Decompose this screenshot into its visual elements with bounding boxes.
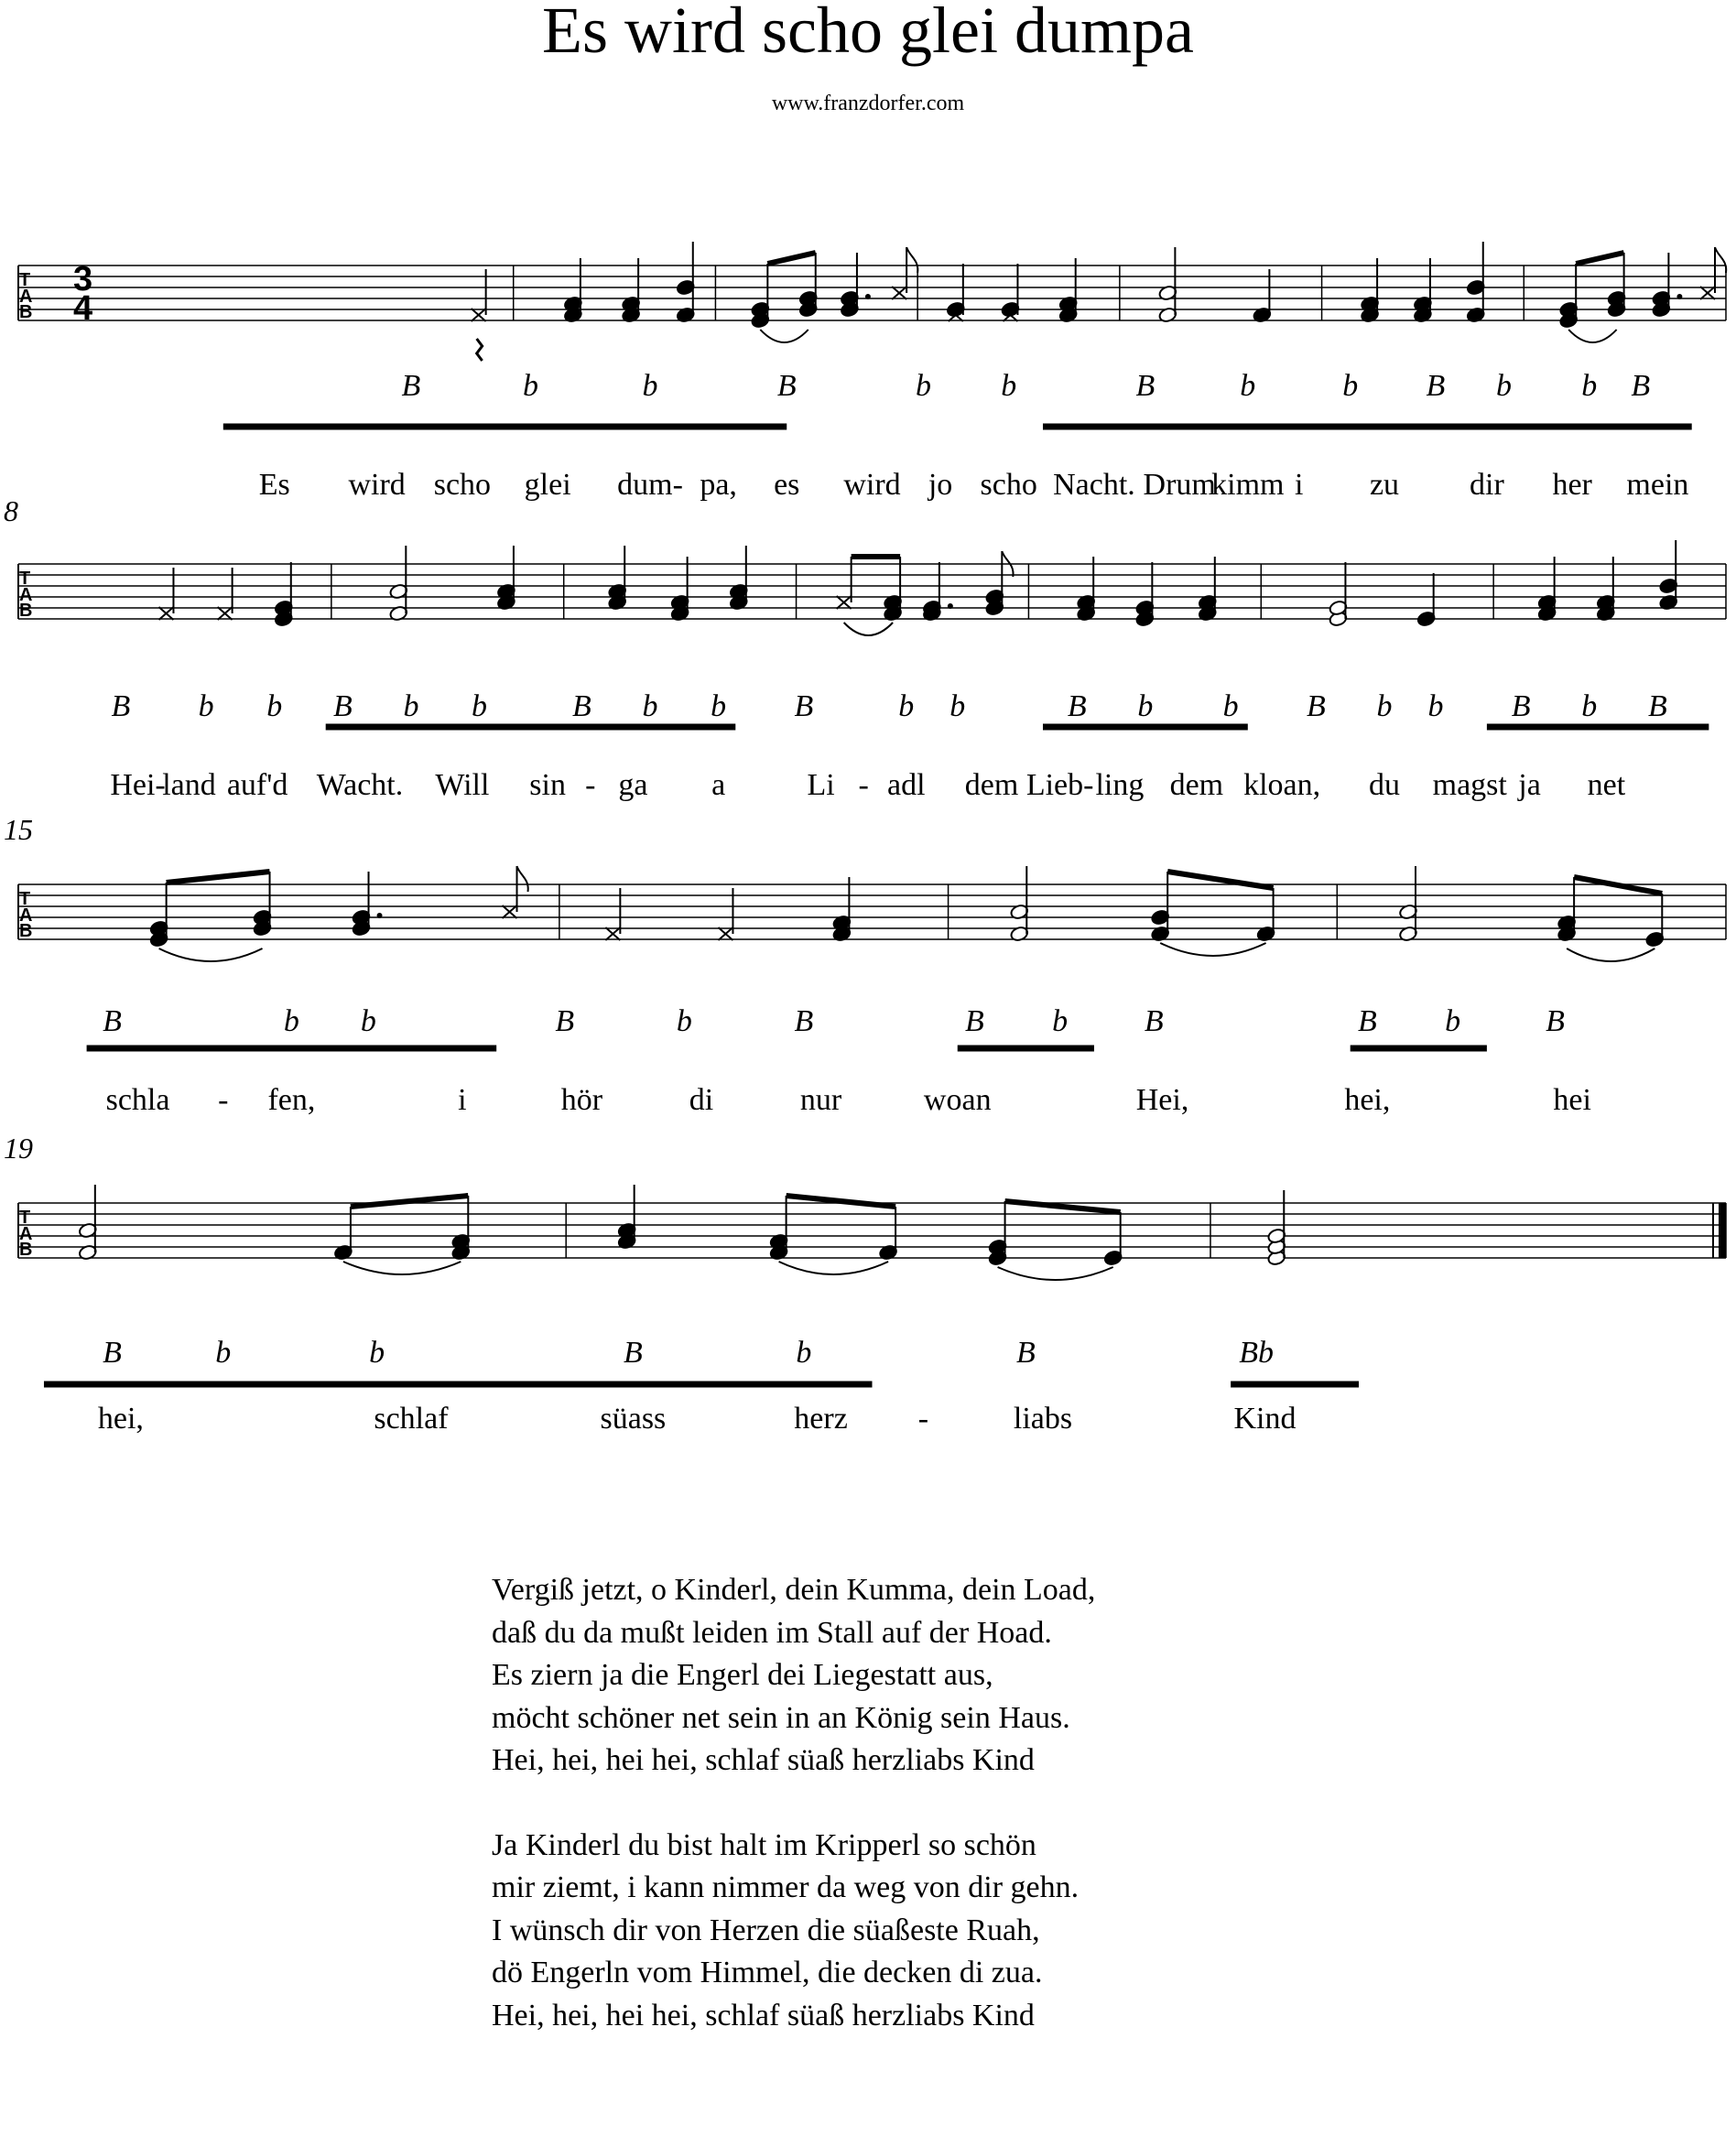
bass-label: B: [1135, 369, 1156, 403]
note: [985, 551, 1014, 616]
lyric: woan: [923, 1083, 992, 1117]
note: [149, 883, 168, 948]
tab-letter: A: [19, 1224, 33, 1244]
lyric: ling: [1095, 768, 1145, 802]
lyric: hei: [1553, 1083, 1591, 1117]
note: [621, 258, 640, 323]
time-signature-top: 3: [73, 260, 93, 298]
tab-letter: B: [19, 601, 33, 621]
bass-label: B: [794, 1004, 814, 1038]
note: [922, 562, 953, 622]
tab-letter: B: [19, 302, 33, 322]
bass-label: B: [624, 1336, 643, 1370]
bass-label: b: [711, 689, 727, 723]
lyric: Lieb-: [1025, 768, 1094, 802]
bass-label: b: [266, 689, 283, 723]
tab-letter: A: [19, 585, 33, 605]
note: [1398, 866, 1417, 942]
verse: [492, 1825, 1095, 2038]
verses: [492, 1569, 1095, 2037]
note: [832, 877, 852, 942]
beam: [351, 1196, 468, 1207]
bass-label: B: [401, 369, 421, 403]
note: [676, 242, 695, 323]
slur: [1568, 330, 1616, 342]
bass-label: B: [1648, 689, 1667, 723]
staff-system: [18, 866, 1726, 1048]
bass-label: B: [1307, 689, 1326, 723]
bass-label: b: [523, 369, 538, 403]
beam: [1574, 877, 1662, 894]
bass-label: b: [1222, 689, 1239, 723]
note: [274, 562, 293, 627]
bass-label: b: [403, 689, 419, 723]
bass-label: b: [1376, 689, 1393, 723]
bass-label: B: [776, 369, 797, 403]
bass-label: B: [1546, 1004, 1565, 1038]
bass-label: b: [1496, 369, 1513, 403]
bass-label: b: [642, 369, 658, 403]
bass-label: b: [215, 1336, 232, 1370]
system-number: 15: [4, 813, 33, 846]
title: Es wird scho glei dumpa: [542, 0, 1194, 67]
system-number: 8: [4, 494, 18, 527]
dot: [865, 294, 871, 299]
slur: [779, 1262, 888, 1274]
note: [798, 253, 818, 318]
slur: [159, 948, 263, 961]
bass-label: b: [360, 1004, 376, 1038]
lyric: schla: [105, 1083, 170, 1117]
bass-label: B: [1015, 1336, 1036, 1370]
lyric: dem: [1169, 768, 1224, 802]
note: [1267, 1190, 1286, 1266]
note: [1596, 557, 1615, 622]
lyric: land: [162, 768, 216, 802]
note: [1413, 258, 1432, 323]
note: [1360, 258, 1379, 323]
bass-label: b: [1581, 369, 1598, 403]
lyric: Li: [807, 768, 835, 802]
verse-line: Ja Kinderl du bist halt im Kripperl so schön: [492, 1827, 1036, 1862]
lyric: -: [585, 768, 596, 802]
beam: [767, 253, 815, 264]
note: [946, 264, 965, 321]
lyric: dir: [1470, 468, 1504, 502]
bass-label: B: [332, 689, 353, 723]
tab-letter: T: [19, 889, 31, 909]
note: [1416, 573, 1436, 627]
lyric: dem: [964, 768, 1019, 802]
bass-label: B: [572, 689, 591, 723]
note: [472, 269, 486, 361]
bass-label: B: [103, 1004, 122, 1038]
note: [1700, 247, 1726, 299]
time-signature-bottom: 4: [73, 289, 93, 328]
tab-letter: B: [19, 921, 33, 941]
lyric: i: [1295, 468, 1304, 502]
note: [1001, 264, 1020, 321]
note: [617, 1185, 636, 1250]
note: [729, 546, 748, 611]
dot: [377, 913, 383, 918]
note: [1058, 258, 1078, 323]
note: [1537, 557, 1557, 622]
bass-label: B: [1426, 369, 1446, 403]
verse-line: daß du da mußt leiden im Stall auf der Hoad.: [492, 1615, 1052, 1650]
staff-system: [18, 242, 1726, 427]
bass-label: B: [1631, 369, 1651, 403]
lyric: auf'd: [226, 768, 288, 802]
lyric: Kind: [1233, 1402, 1297, 1436]
slur: [844, 623, 893, 635]
lyric: kloan,: [1243, 768, 1321, 802]
verse: [492, 1569, 1095, 1783]
dot: [948, 603, 953, 609]
bass-label: b: [1240, 369, 1256, 403]
lyric: süass: [600, 1402, 667, 1436]
verse-line: Hei, hei, hei hei, schlaf süaß herzliabs Kind: [492, 1998, 1035, 2032]
note: [503, 866, 528, 918]
tab-letter: B: [19, 1240, 33, 1260]
lyric: herz: [794, 1402, 848, 1436]
flag: [517, 866, 528, 892]
verse-line: Es ziern ja die Engerl dei Liegestatt aus,: [492, 1658, 993, 1692]
lyric: adl: [887, 768, 926, 802]
slur: [760, 330, 808, 342]
beam: [787, 1196, 895, 1207]
slur: [343, 1262, 461, 1274]
bass-label: B: [794, 689, 814, 723]
lyric: her: [1552, 468, 1592, 502]
verse-line: möcht schöner net sein in an König sein Haus.: [492, 1700, 1070, 1735]
bass-label: B: [1144, 1004, 1164, 1038]
lyric: Drum: [1143, 468, 1216, 502]
note: [608, 546, 627, 611]
lyric: fen,: [267, 1083, 316, 1117]
flag: [1715, 247, 1726, 273]
lyric: kimm: [1211, 468, 1285, 502]
lyric: Hei,: [1135, 1083, 1189, 1117]
note: [878, 1207, 897, 1261]
bass-label: B: [1357, 1004, 1377, 1038]
lyric: a: [711, 768, 726, 802]
lyric: -: [917, 1402, 929, 1436]
bass-label: b: [198, 689, 214, 723]
bass-label: b: [369, 1336, 385, 1370]
lyric: net: [1587, 768, 1626, 802]
lyric: i: [458, 1083, 467, 1117]
bass-label: Bb: [1239, 1336, 1275, 1370]
lyric: magst: [1432, 768, 1507, 802]
note: [563, 258, 582, 323]
bass-label: B: [1511, 689, 1531, 723]
tab-letter: T: [19, 1208, 31, 1228]
lyric: -: [858, 768, 869, 802]
lyric: pa,: [700, 468, 737, 502]
bass-label: b: [472, 689, 488, 723]
bass-label: b: [1427, 689, 1444, 723]
lyric: mein: [1626, 468, 1689, 502]
note: [988, 1201, 1007, 1266]
note: [1607, 253, 1626, 318]
lyric: di: [689, 1083, 714, 1117]
note: [389, 546, 408, 622]
lyric: scho: [433, 468, 492, 502]
bass-label: B: [555, 1004, 575, 1038]
flag: [906, 247, 917, 273]
bass-label: B: [111, 689, 131, 723]
note: [1557, 877, 1576, 942]
staff-system: [18, 1185, 1726, 1384]
note: [840, 253, 871, 318]
note: [78, 1185, 97, 1261]
note: [1077, 557, 1096, 622]
note: [1466, 242, 1485, 323]
verse-line: Vergiß jetzt, o Kinderl, dein Kumma, dein Load,: [492, 1573, 1096, 1607]
note: [1198, 557, 1217, 622]
note: [1010, 866, 1029, 942]
verse-line: Hei, hei, hei hei, schlaf süaß herzliabs Kind: [492, 1743, 1035, 1777]
note: [1158, 247, 1177, 323]
quarter-rest: [477, 339, 483, 361]
bass-label: b: [1052, 1004, 1069, 1038]
bass-label: b: [676, 1004, 692, 1038]
tab-letter: A: [19, 905, 33, 926]
slur: [998, 1267, 1113, 1280]
bass-label: b: [1581, 689, 1598, 723]
note: [1135, 562, 1155, 627]
bass-label: b: [1001, 369, 1017, 403]
lyric: Wacht.: [316, 768, 404, 802]
dot: [1676, 294, 1682, 299]
lyric: hei,: [97, 1402, 144, 1436]
bass-label: b: [1445, 1004, 1461, 1038]
bass-label: b: [642, 689, 658, 723]
bass-label: B: [965, 1004, 984, 1038]
lyric: jo: [928, 468, 953, 502]
tab-letter: T: [19, 569, 31, 589]
bass-label: B: [1067, 689, 1087, 723]
lyric: zu: [1369, 468, 1400, 502]
lyric: -: [218, 1083, 229, 1117]
system-number: 19: [4, 1132, 33, 1165]
note: [769, 1196, 788, 1261]
note: [892, 247, 917, 299]
lyric: ja: [1518, 768, 1541, 802]
note: [253, 872, 272, 937]
note: [1253, 269, 1272, 323]
note: [1329, 562, 1348, 627]
lyric: es: [774, 468, 800, 502]
verse-line: I wünsch dir von Herzen die süaßeste Ruah,: [492, 1913, 1040, 1947]
tab-letter: T: [19, 270, 31, 290]
verse-line: dö Engerln vom Himmel, die decken di zua.: [492, 1956, 1043, 1989]
note: [352, 872, 383, 937]
lyric: wird: [348, 468, 406, 502]
lyric: nur: [799, 1083, 842, 1117]
lyric: ga: [618, 768, 648, 802]
beam: [1167, 872, 1273, 888]
bass-label: b: [898, 689, 915, 723]
note: [883, 557, 902, 622]
lyric: du: [1369, 768, 1400, 802]
lyric: sin: [529, 768, 566, 802]
note: [670, 557, 689, 622]
lyric: Will: [435, 768, 490, 802]
note: [333, 1207, 353, 1261]
note: [1559, 264, 1579, 329]
lyric: Hei-: [110, 768, 166, 802]
note: [1645, 894, 1665, 948]
website: www.franzdorfer.com: [771, 92, 965, 115]
lyric: wird: [843, 468, 901, 502]
bass-label: b: [796, 1336, 812, 1370]
lyric: schlaf: [374, 1402, 449, 1436]
bass-label: B: [103, 1336, 122, 1370]
note: [1652, 253, 1683, 318]
lyric: dum-: [617, 468, 683, 502]
lyric: hei,: [1344, 1083, 1391, 1117]
note: [496, 546, 515, 611]
lyric: Es: [258, 468, 290, 502]
note: [451, 1196, 471, 1261]
note: [1256, 888, 1275, 942]
lyric: scho: [980, 468, 1037, 502]
note: [1103, 1212, 1123, 1266]
bass-label: b: [283, 1004, 299, 1038]
slur: [1567, 948, 1655, 961]
lyric: Nacht.: [1053, 468, 1135, 502]
bass-label: b: [1342, 369, 1359, 403]
lyric: hör: [560, 1083, 603, 1117]
note: [751, 264, 770, 329]
bass-label: b: [949, 689, 966, 723]
bass-label: b: [915, 369, 931, 403]
verse-line: mir ziemt, i kann nimmer da weg von dir gehn.: [492, 1870, 1080, 1904]
bass-label: b: [1137, 689, 1154, 723]
slur: [1160, 943, 1265, 956]
beam: [1576, 253, 1623, 264]
lyric: glei: [524, 468, 571, 502]
beam: [167, 872, 270, 883]
lyric: liabs: [1013, 1402, 1073, 1436]
tab-letter: A: [19, 287, 33, 307]
